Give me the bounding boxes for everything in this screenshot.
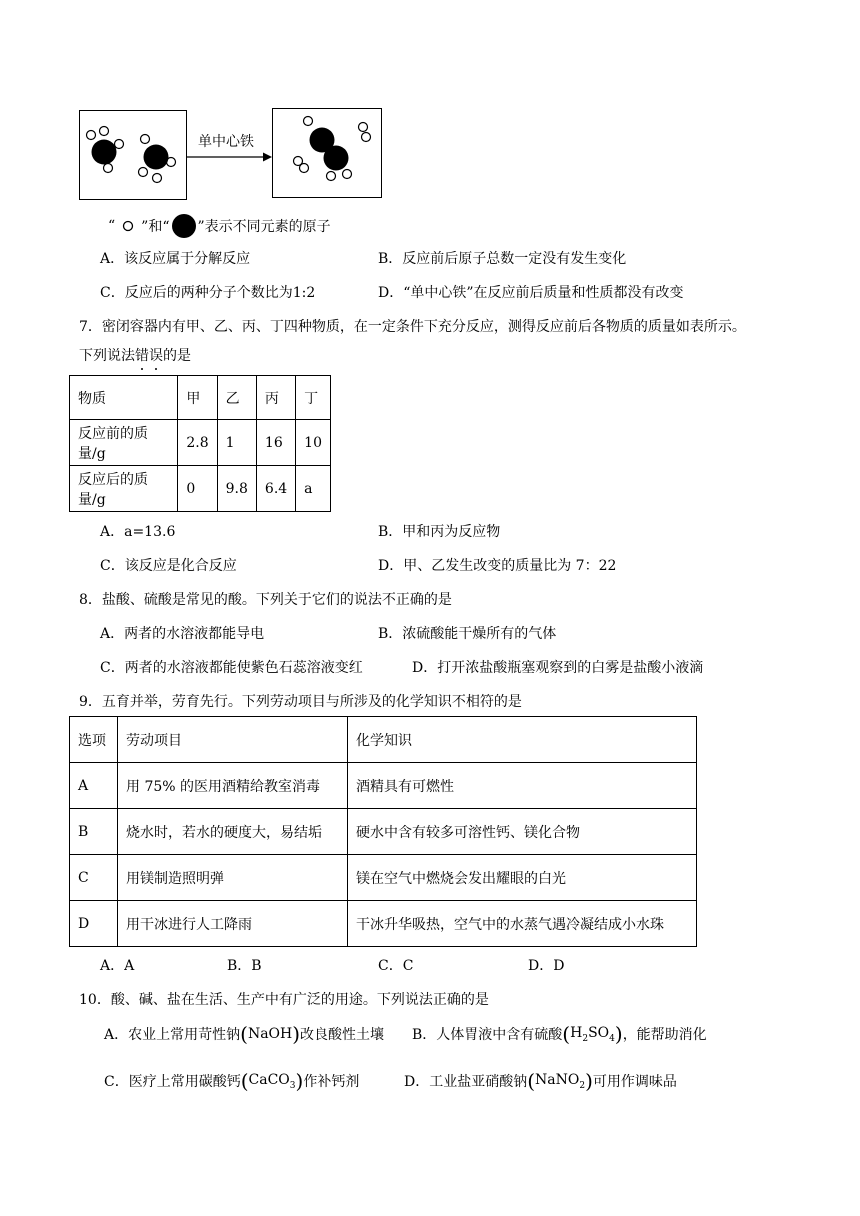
product-box — [272, 108, 382, 198]
table-row — [70, 901, 697, 947]
product-molecules — [273, 109, 381, 197]
q10-stem: 10．酸、碱、盐在生活、生产中有广泛的用途。下列说法正确的是 — [79, 992, 489, 1008]
paren-open: ( — [562, 1022, 571, 1046]
option-text: B．人体胃液中含有硫酸 — [412, 1027, 563, 1043]
option-text: ，能帮助消化 — [622, 1027, 707, 1043]
q8-option-a[interactable]: A．两者的水溶液都能导电 — [100, 626, 265, 642]
table-row — [70, 420, 331, 466]
q9-option-c[interactable]: C．C — [378, 958, 414, 974]
q7-stem-suffix: 的是 — [163, 348, 191, 364]
table-cell: 16 — [256, 420, 295, 466]
table-row — [70, 763, 697, 809]
option-text: 改良酸性土壤 — [300, 1027, 385, 1043]
legend-tail: ”表示不同元素的原子 — [197, 219, 331, 235]
arrow-label: 单中心铁 — [198, 134, 254, 150]
q10-option-b[interactable] — [412, 1024, 707, 1044]
paren-close: ) — [614, 1022, 623, 1046]
q10-option-d[interactable] — [404, 1071, 677, 1091]
white-atom-icon — [115, 219, 141, 233]
table-header-row — [70, 376, 331, 420]
table-cell: 1 — [217, 420, 256, 466]
legend-line — [108, 213, 331, 239]
table-cell: 烧水时，若水的硬度大，易结垢 — [118, 809, 348, 855]
q10-option-c[interactable] — [104, 1071, 359, 1091]
black-atom-icon — [170, 213, 198, 239]
table-cell: 酒精具有可燃性 — [348, 763, 697, 809]
formula: CaCO$_3$ — [248, 1071, 296, 1091]
table-row — [70, 855, 697, 901]
q6-option-a[interactable]: A．该反应属于分解反应 — [100, 251, 251, 267]
paren-open: ( — [240, 1022, 248, 1046]
formula: NaOH — [247, 1026, 293, 1042]
table-cell: 干冰升华吸热，空气中的水蒸气遇冷凝结成小水珠 — [348, 901, 697, 947]
table-cell: 用镁制造照明弹 — [118, 855, 348, 901]
option-text: A．农业上常用苛性钠 — [104, 1027, 241, 1043]
table-row — [70, 466, 331, 512]
q9-option-d[interactable]: D．D — [528, 958, 565, 974]
q6-option-c[interactable]: C．反应后的两种分子个数比为1:2 — [100, 285, 316, 301]
header-cell: 选项 — [70, 717, 118, 763]
paren-close: ) — [585, 1069, 593, 1093]
option-text: 作补钙剂 — [303, 1074, 360, 1090]
q9-stem: 9．五育并举，劳育先行。下列劳动项目与所涉及的化学知识不相符的是 — [79, 694, 522, 710]
legend-open-quote: “ — [108, 218, 116, 234]
table-cell: A — [70, 763, 118, 809]
table-header-row — [70, 717, 697, 763]
q8-option-b[interactable]: B．浓硫酸能干燥所有的气体 — [378, 626, 557, 642]
header-cell: 丙 — [256, 376, 295, 420]
q8-option-c[interactable]: C．两者的水溶液都能使紫色石蕊溶液变红 — [100, 660, 363, 676]
q7-emph-char-2: 误 — [149, 348, 163, 364]
reaction-arrow — [185, 150, 275, 164]
table-cell: 9.8 — [217, 466, 256, 512]
table-cell: 反应后的质量/g — [70, 466, 178, 512]
table-cell: D — [70, 901, 118, 947]
q7-stem-line1: 7．密闭容器内有甲、乙、丙、丁四种物质，在一定条件下充分反应，测得反应前后各物质的质量如表所示。 — [79, 319, 746, 335]
q7-option-d[interactable]: D．甲、乙发生改变的质量比为 7：22 — [378, 558, 617, 574]
option-text: 可用作调味品 — [592, 1074, 677, 1090]
header-cell: 丁 — [296, 376, 331, 420]
q8-option-d[interactable]: D．打开浓盐酸瓶塞观察到的白雾是盐酸小液滴 — [412, 660, 704, 676]
q6-option-d[interactable]: D．“单中心铁”在反应前后质量和性质都没有改变 — [378, 285, 684, 301]
q7-option-c[interactable]: C．该反应是化合反应 — [100, 558, 237, 574]
q7-mass-table — [69, 375, 331, 512]
q7-option-b[interactable]: B．甲和丙为反应物 — [378, 524, 501, 540]
q10-option-a[interactable] — [104, 1024, 384, 1044]
table-cell: B — [70, 809, 118, 855]
table-cell: a — [296, 466, 331, 512]
q9-option-a[interactable]: A．A — [100, 958, 135, 974]
legend-mid: ”和“ — [141, 219, 170, 235]
paren-open: ( — [240, 1069, 249, 1093]
paren-close: ) — [292, 1022, 301, 1046]
header-cell: 化学知识 — [348, 717, 697, 763]
paren-open: ( — [527, 1069, 536, 1093]
formula: $H_2SO_4$ — [570, 1024, 615, 1044]
option-text: C．医疗上常用碳酸钙 — [104, 1074, 241, 1090]
q7-emph-char-1: 错 — [135, 348, 149, 364]
table-cell: 0 — [178, 466, 217, 512]
reactant-box — [79, 110, 187, 200]
q7-stem-line2 — [79, 345, 191, 365]
header-cell: 物质 — [70, 376, 178, 420]
table-cell: C — [70, 855, 118, 901]
formula: NaNO$_2$ — [535, 1071, 586, 1091]
paren-close: ) — [295, 1069, 304, 1093]
table-cell: 镁在空气中燃烧会发出耀眼的白光 — [348, 855, 697, 901]
table-cell: 2.8 — [178, 420, 217, 466]
q7-option-a[interactable]: A．a=13.6 — [100, 524, 176, 540]
q8-stem: 8．盐酸、硫酸是常见的酸。下列关于它们的说法不正确的是 — [79, 592, 452, 608]
option-text: D．工业盐亚硝酸钠 — [404, 1074, 528, 1090]
table-row — [70, 809, 697, 855]
reactant-molecules — [80, 111, 186, 199]
table-cell: 6.4 — [256, 466, 295, 512]
header-cell: 甲 — [178, 376, 217, 420]
header-cell: 乙 — [217, 376, 256, 420]
q6-option-b[interactable]: B．反应前后原子总数一定没有发生变化 — [378, 251, 627, 267]
table-cell: 用 75% 的医用酒精给教室消毒 — [118, 763, 348, 809]
q9-option-b[interactable]: B．B — [227, 958, 262, 974]
header-cell: 劳动项目 — [118, 717, 348, 763]
table-cell: 反应前的质量/g — [70, 420, 178, 466]
table-cell: 硬水中含有较多可溶性钙、镁化合物 — [348, 809, 697, 855]
q7-stem-prefix: 下列说法 — [79, 348, 135, 364]
q9-labor-table — [69, 716, 697, 947]
table-cell: 用干冰进行人工降雨 — [118, 901, 348, 947]
table-cell: 10 — [296, 420, 331, 466]
